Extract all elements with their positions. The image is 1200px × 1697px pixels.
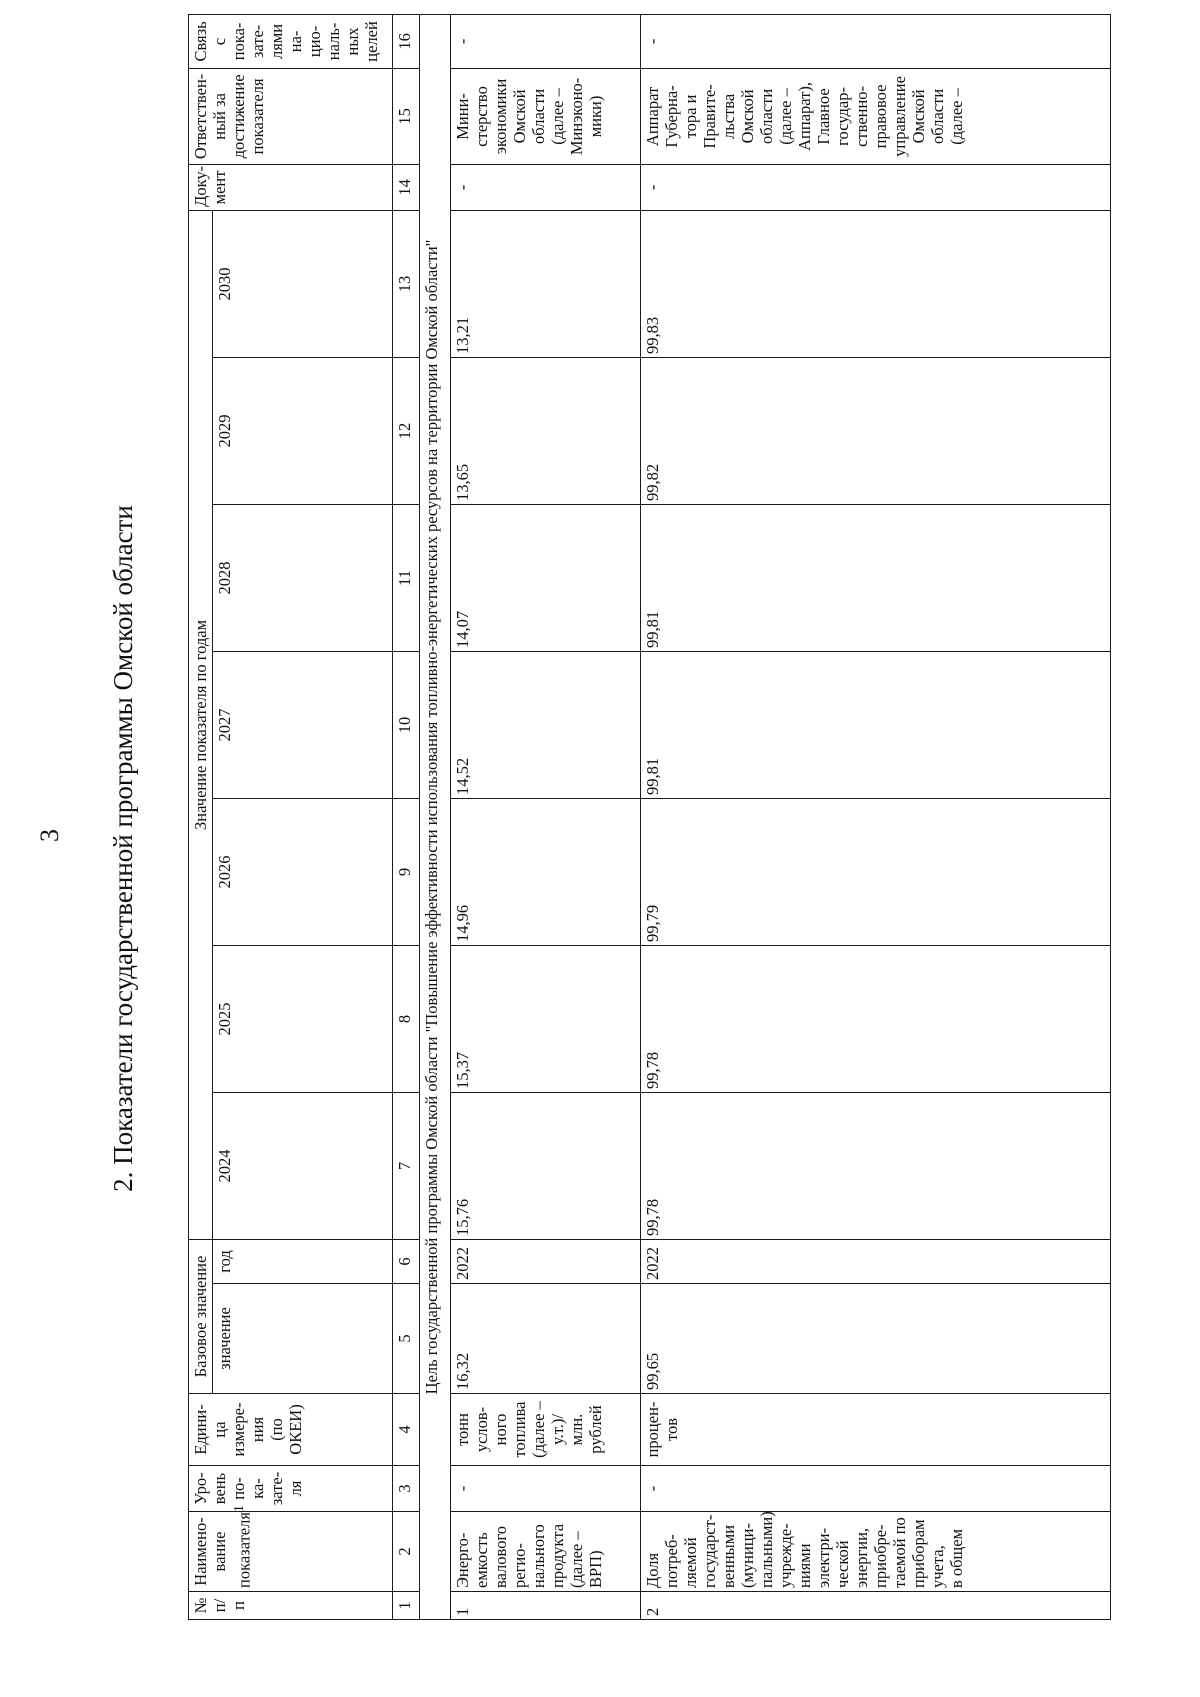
goal-row bbox=[420, 14, 451, 1619]
column-number: 12 bbox=[393, 357, 420, 504]
base-value: 16,32 bbox=[451, 1284, 641, 1394]
row-num: 1 bbox=[451, 1592, 641, 1620]
column-number: 8 bbox=[393, 945, 420, 1092]
base-value: 99,65 bbox=[641, 1284, 1111, 1394]
header-link: Связь с пока- зате- лями на- цио- наль- ных целей bbox=[189, 14, 393, 68]
responsible: Аппарат Губерна- тора и Правите- льства Омской области (далее – Аппарат), Главное государ- ственно- правовое управление Омской области (далее – bbox=[641, 68, 1111, 164]
header-years-group: Значение показателя по годам bbox=[189, 210, 213, 1239]
value-2025: 15,37 bbox=[451, 945, 641, 1092]
table-row bbox=[641, 14, 1111, 1619]
column-number: 16 bbox=[393, 14, 420, 68]
value-2029: 99,82 bbox=[641, 357, 1111, 504]
goal-text: Цель государственной программы Омской области "Повышение эффективности использования топливно-энергетических ресурсов на территории Омской области" bbox=[420, 14, 451, 1619]
column-number: 1 bbox=[393, 1592, 420, 1620]
column-number: 14 bbox=[393, 164, 420, 210]
column-number: 3 bbox=[393, 1466, 420, 1512]
column-number: 2 bbox=[393, 1512, 420, 1592]
header-row-1 bbox=[189, 14, 213, 1619]
header-name bbox=[189, 1505, 393, 1592]
column-number: 7 bbox=[393, 1092, 420, 1239]
header-row-2 bbox=[213, 14, 393, 1619]
page-title: 2. Показатели государственной программы Омской области bbox=[108, 505, 138, 1192]
value-2025: 99,78 bbox=[641, 945, 1111, 1092]
value-2030: 13,21 bbox=[451, 210, 641, 357]
table-row bbox=[451, 14, 641, 1619]
page-number: 3 bbox=[35, 829, 64, 842]
base-year: 2022 bbox=[641, 1239, 1111, 1283]
value-2028: 99,81 bbox=[641, 504, 1111, 651]
document: - bbox=[641, 164, 1111, 210]
header-year-2024: 2024 bbox=[213, 1092, 393, 1239]
value-2027: 14,52 bbox=[451, 651, 641, 798]
header-base-year: год bbox=[213, 1239, 393, 1283]
value-2024: 99,78 bbox=[641, 1092, 1111, 1239]
header-year-2030: 2030 bbox=[213, 210, 393, 357]
footnote-marker: 1 bbox=[231, 1505, 246, 1513]
column-number: 6 bbox=[393, 1239, 420, 1283]
indicator-unit: процен- тов bbox=[641, 1394, 1111, 1466]
header-base-group: Базовое значение bbox=[189, 1239, 213, 1393]
column-number: 5 bbox=[393, 1284, 420, 1394]
header-year-2028: 2028 bbox=[213, 504, 393, 651]
value-2028: 14,07 bbox=[451, 504, 641, 651]
column-number: 10 bbox=[393, 651, 420, 798]
header-year-2027: 2027 bbox=[213, 651, 393, 798]
base-year: 2022 bbox=[451, 1239, 641, 1283]
column-number-row bbox=[393, 14, 420, 1619]
indicator-name: Энерго- емкость валового регио- нального продукта (далее – ВРП) bbox=[451, 1512, 641, 1592]
column-number: 13 bbox=[393, 210, 420, 357]
header-document: Доку- мент bbox=[189, 164, 393, 210]
column-number: 9 bbox=[393, 798, 420, 945]
national-goals-link: - bbox=[451, 14, 641, 68]
header-year-2025: 2025 bbox=[213, 945, 393, 1092]
header-year-2026: 2026 bbox=[213, 798, 393, 945]
value-2030: 99,83 bbox=[641, 210, 1111, 357]
indicator-level: - bbox=[451, 1466, 641, 1512]
column-number: 11 bbox=[393, 504, 420, 651]
national-goals-link: - bbox=[641, 14, 1111, 68]
header-year-2029: 2029 bbox=[213, 357, 393, 504]
responsible: Мини- стерство экономики Омской области (далее – Минэконо- мики) bbox=[451, 68, 641, 164]
header-name-text: Наимено- вание показателя bbox=[191, 1512, 254, 1588]
value-2024: 15,76 bbox=[451, 1092, 641, 1239]
header-responsible: Ответствен- ный за достижение показателя bbox=[189, 68, 393, 164]
indicator-unit: тонн услов- ного топлива (далее – у.т.)/ млн. рублей bbox=[451, 1394, 641, 1466]
value-2027: 99,81 bbox=[641, 651, 1111, 798]
row-num: 2 bbox=[641, 1592, 1111, 1620]
indicator-name: Доля потреб- ляемой государст- венными (муници- пальными) учрежде- ниями электри- ческой энергии, приобре- таемой по приборам учета, в общем bbox=[641, 1512, 1111, 1592]
column-number: 4 bbox=[393, 1394, 420, 1466]
header-level: Уро- вень по- ка- зате- ля bbox=[189, 1466, 393, 1512]
value-2026: 99,79 bbox=[641, 798, 1111, 945]
column-number: 15 bbox=[393, 68, 420, 164]
indicators-table bbox=[188, 14, 1111, 1620]
value-2026: 14,96 bbox=[451, 798, 641, 945]
header-num: № п/п bbox=[189, 1592, 393, 1620]
header-unit: Едини- ца измере- ния (по ОКЕИ) bbox=[189, 1394, 393, 1466]
indicator-level: - bbox=[641, 1466, 1111, 1512]
value-2029: 13,65 bbox=[451, 357, 641, 504]
document: - bbox=[451, 164, 641, 210]
header-base-value: значение bbox=[213, 1284, 393, 1394]
